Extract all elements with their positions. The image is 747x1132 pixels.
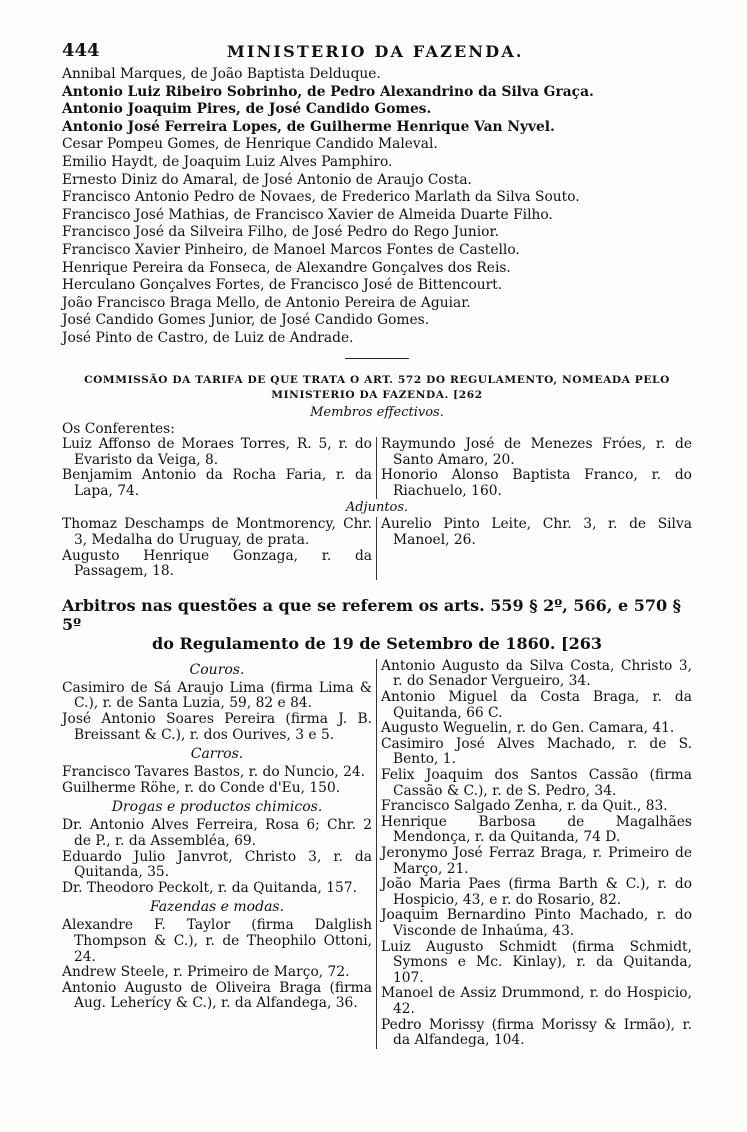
arbitro-entry: Dr. Antonio Alves Ferreira, Rosa 6; Chr. 2 de P., r. da Assembléa, 69. bbox=[62, 817, 372, 849]
arbitro-entry: Guilherme Röhe, r. do Conde d'Eu, 150. bbox=[62, 779, 341, 796]
member-entry: Benjamim Antonio da Rocha Faria, r. da Lapa, 74. bbox=[62, 467, 372, 499]
adjunto-entry: Aurelio Pinto Leite, Chr. 3, r. de Silva Manoel, 26. bbox=[381, 516, 692, 549]
adjunto-entry: Augusto Henrique Gonzaga, r. da Passagem, 18. bbox=[62, 547, 372, 580]
arbitro-entry: Francisco Tavares Bastos, r. do Nuncio, 24. bbox=[62, 764, 366, 781]
list-item: Henrique Pereira da Fonseca, de Alexandre Gonçalves dos Reis. bbox=[62, 259, 511, 276]
arbitro-entry: Casimiro José Alves Machado, r. de S. Bento, 1. bbox=[381, 735, 692, 768]
arbitros-heading-line2: do Regulamento de 19 de Setembro de 1860. [263 bbox=[152, 633, 602, 653]
arbitros-heading-line1: Arbitros nas questões a que se referem os arts. 559 § 2º, 566, e 570 § 5º bbox=[62, 595, 682, 634]
document-page bbox=[62, 40, 692, 1049]
member-entry: Luiz Affonso de Moraes Torres, R. 5, r. do Evaristo da Veiga, 8. bbox=[62, 436, 372, 468]
membros-left-column bbox=[62, 437, 377, 499]
category-drogas: Drogas e productos chimicos. bbox=[111, 799, 323, 816]
section-divider bbox=[345, 358, 409, 359]
arbitro-entry: Francisco Salgado Zenha, r. da Quit., 83. bbox=[381, 798, 668, 815]
adjunto-entry: Thomaz Deschamps de Montmorency, Chr. 3, Medalha do Uruguay, de prata. bbox=[62, 516, 372, 549]
arbitro-entry: Eduardo Julio Janvrot, Christo 3, r. da Quitanda, 35. bbox=[62, 848, 372, 881]
adjuntos-label: Adjuntos. bbox=[345, 500, 409, 516]
membros-columns bbox=[62, 437, 692, 499]
list-item: Annibal Marques, de João Baptista Delduque. bbox=[62, 66, 381, 82]
conferentes-label: Os Conferentes: bbox=[62, 420, 175, 437]
arbitro-entry: Antonio Augusto de Oliveira Braga (firma Aug. Leherícy & C.), r. da Alfandega, 36. bbox=[62, 979, 372, 1012]
arbitro-entry: Pedro Morissy (firma Morissy & Irmão), r. da Alfandega, 104. bbox=[381, 1016, 692, 1049]
list-item: Antonio Joaquim Pires, de José Candido Gomes. bbox=[62, 101, 432, 118]
page-header bbox=[62, 40, 692, 66]
membros-label: Membros effectivos. bbox=[310, 404, 444, 420]
arbitro-entry: José Antonio Soares Pereira (firma J. B. Breissant & C.), r. dos Ourives, 3 e 5. bbox=[62, 711, 372, 743]
list-item: Cesar Pompeu Gomes, de Henrique Candido Maleval. bbox=[62, 136, 438, 153]
category-fazendas: Fazendas e modas. bbox=[149, 899, 285, 916]
arbitros-columns bbox=[62, 659, 692, 1049]
adjuntos-left-column bbox=[62, 517, 377, 579]
list-item: José Pinto de Castro, de Luiz de Andrade. bbox=[62, 329, 354, 346]
list-item: Francisco Antonio Pedro de Novaes, de Frederico Marlath da Silva Souto. bbox=[62, 189, 580, 206]
arbitro-entry: Luiz Augusto Schmidt (firma Schmidt, Symons e Mc. Kinlay), r. da Quitanda, 107. bbox=[381, 938, 692, 986]
list-item: Ernesto Diniz do Amaral, de José Antonio de Araujo Costa. bbox=[62, 171, 472, 188]
arbitro-entry: Manoel de Assiz Drummond, r. do Hospicio, 42. bbox=[381, 985, 692, 1017]
arbitro-entry: Joaquim Bernardino Pinto Machado, r. do Visconde de Inhaúma, 43. bbox=[381, 907, 692, 939]
adjuntos-columns bbox=[62, 517, 692, 579]
list-item: José Candido Gomes Junior, de José Candido Gomes. bbox=[62, 312, 430, 329]
list-item: Emilio Haydt, de Joaquim Luiz Alves Pamphiro. bbox=[62, 153, 393, 170]
list-item: Francisco José da Silveira Filho, de José Pedro do Rego Junior. bbox=[62, 224, 499, 241]
list-item: Francisco Xavier Pinheiro, de Manoel Marcos Fontes de Castello. bbox=[62, 241, 520, 258]
arbitro-entry: Augusto Weguelin, r. do Gen. Camara, 41. bbox=[381, 720, 675, 737]
arbitro-entry: Antonio Miguel da Costa Braga, r. da Quitanda, 66 C. bbox=[381, 689, 692, 721]
list-item: Herculano Gonçalves Fortes, de Francisco José de Bittencourt. bbox=[62, 277, 503, 294]
arbitro-entry: Casimiro de Sá Araujo Lima (firma Lima & C.), r. de Santa Luzia, 59, 82 e 84. bbox=[62, 679, 372, 712]
member-entry: Honorio Alonso Baptista Franco, r. do Riachuelo, 160. bbox=[381, 467, 692, 499]
arbitro-entry: Antonio Augusto da Silva Costa, Christo 3, r. do Senador Vergueiro, 34. bbox=[381, 657, 692, 690]
membros-right-column bbox=[377, 437, 692, 499]
arbitros-left-column bbox=[62, 659, 377, 1049]
category-couros: Couros. bbox=[189, 661, 245, 678]
category-carros: Carros. bbox=[190, 746, 244, 763]
adjuntos-right-column bbox=[377, 517, 692, 579]
commission-title-line1: COMMISSÃO DA TARIFA DE QUE TRATA O ART. 572 DO REGULAMENTO, NOMEADA PELO bbox=[84, 373, 670, 386]
arbitro-entry: Alexandre F. Taylor (firma Dalglish Thompson & C.), r. de Theophilo Ottoni, 24. bbox=[62, 917, 372, 965]
commission-heading bbox=[62, 373, 692, 404]
arbitro-entry: Andrew Steele, r. Primeiro de Março, 72. bbox=[62, 964, 350, 981]
list-item: Antonio Luiz Ribeiro Sobrinho, de Pedro Alexandrino da Silva Graça. bbox=[62, 83, 594, 100]
member-entry: Raymundo José de Menezes Fróes, r. de Santo Amaro, 20. bbox=[381, 436, 692, 468]
running-head: MINISTERIO DA FAZENDA. bbox=[227, 42, 524, 61]
list-item: Antonio José Ferreira Lopes, de Guilherme Henrique Van Nyvel. bbox=[62, 118, 555, 135]
commission-title-line2: MINISTERIO DA FAZENDA. [262 bbox=[271, 389, 483, 401]
page-number: 444 bbox=[62, 40, 100, 61]
list-item: João Francisco Braga Mello, de Antonio Pereira de Aguiar. bbox=[62, 294, 471, 311]
arbitros-right-column bbox=[377, 659, 692, 1049]
arbitro-entry: Henrique Barbosa de Magalhães Mendonça, r. da Quitanda, 74 D. bbox=[381, 813, 692, 846]
arbitros-heading bbox=[62, 596, 692, 653]
arbitro-entry: Jeronymo José Ferraz Braga, r. Primeiro de Março, 21. bbox=[381, 844, 692, 877]
list-item: Francisco José Mathias, de Francisco Xavier de Almeida Duarte Filho. bbox=[62, 206, 553, 223]
arbitro-entry: Felix Joaquim dos Santos Cassão (firma Cassão & C.), r. de S. Pedro, 34. bbox=[381, 767, 692, 799]
arbitro-entry: Dr. Theodoro Peckolt, r. da Quitanda, 157. bbox=[62, 879, 357, 896]
name-list bbox=[62, 66, 692, 348]
arbitro-entry: João Maria Paes (firma Barth & C.), r. do Hospicio, 43, e r. do Rosario, 82. bbox=[381, 876, 692, 908]
